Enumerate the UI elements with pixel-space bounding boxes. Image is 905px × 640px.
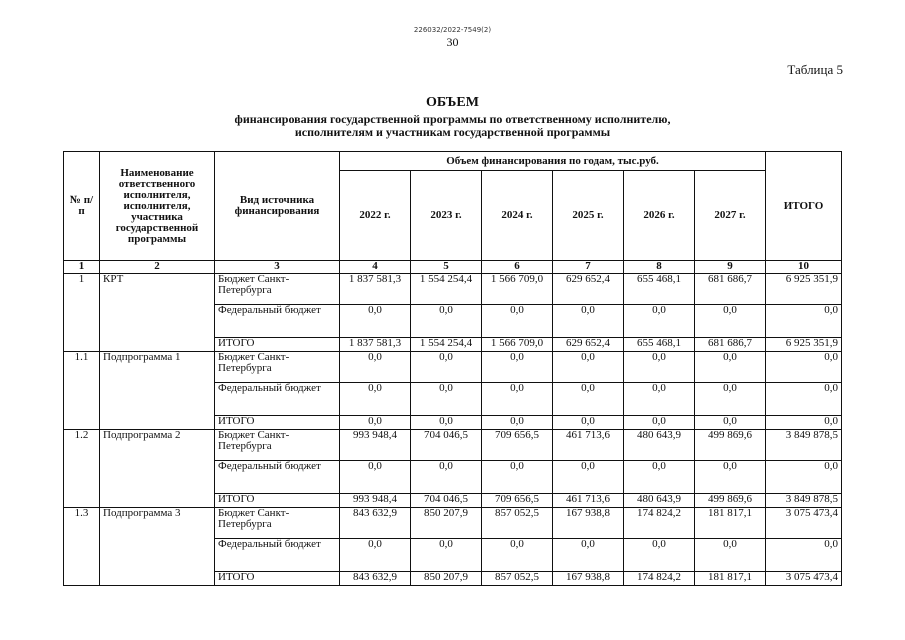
year-value: 0,0 (624, 305, 695, 338)
year-value: 174 824,2 (624, 572, 695, 586)
year-value: 0,0 (553, 383, 624, 416)
total-value: 0,0 (766, 461, 842, 494)
year-value: 0,0 (482, 416, 553, 430)
column-number: 10 (766, 261, 842, 274)
table-body (64, 274, 842, 586)
year-value: 480 643,9 (624, 494, 695, 508)
year-value: 167 938,8 (553, 508, 624, 539)
column-number: 9 (695, 261, 766, 274)
participant-name: Подпрограмма 3 (100, 508, 215, 586)
year-value: 461 713,6 (553, 494, 624, 508)
column-number-row (64, 261, 842, 274)
year-value: 1 566 709,0 (482, 274, 553, 305)
year-value: 1 837 581,3 (340, 338, 411, 352)
year-value: 0,0 (482, 383, 553, 416)
year-value: 0,0 (695, 383, 766, 416)
funding-source: Бюджет Санкт-Петербурга (215, 352, 340, 383)
column-number: 1 (64, 261, 100, 274)
year-value: 461 713,6 (553, 430, 624, 461)
header-funding-source: Вид источника финансирования (215, 152, 340, 261)
year-value: 1 837 581,3 (340, 274, 411, 305)
funding-source: Федеральный бюджет (215, 305, 340, 338)
year-value: 704 046,5 (411, 494, 482, 508)
funding-source: ИТОГО (215, 494, 340, 508)
year-value: 993 948,4 (340, 430, 411, 461)
funding-source: Бюджет Санкт-Петербурга (215, 274, 340, 305)
total-value: 3 075 473,4 (766, 572, 842, 586)
header-total: ИТОГО (766, 152, 842, 261)
year-value: 0,0 (695, 461, 766, 494)
header-year-2027: 2027 г. (695, 171, 766, 261)
year-value: 1 566 709,0 (482, 338, 553, 352)
header-year-2023: 2023 г. (411, 171, 482, 261)
table-row (64, 274, 842, 305)
column-number: 7 (553, 261, 624, 274)
funding-source: ИТОГО (215, 338, 340, 352)
year-value: 1 554 254,4 (411, 338, 482, 352)
year-value: 174 824,2 (624, 508, 695, 539)
year-value: 629 652,4 (553, 338, 624, 352)
year-value: 857 052,5 (482, 572, 553, 586)
year-value: 0,0 (482, 539, 553, 572)
row-number: 1.3 (64, 508, 100, 586)
year-value: 0,0 (695, 416, 766, 430)
header-year-2022: 2022 г. (340, 171, 411, 261)
header-funding-by-years: Объем финансирования по годам, тыс.руб. (340, 152, 766, 171)
row-number: 1 (64, 274, 100, 352)
year-value: 0,0 (695, 539, 766, 572)
column-number: 2 (100, 261, 215, 274)
table-row (64, 430, 842, 461)
year-value: 181 817,1 (695, 508, 766, 539)
participant-name: Подпрограмма 2 (100, 430, 215, 508)
participant-name: КРТ (100, 274, 215, 352)
year-value: 0,0 (340, 305, 411, 338)
year-value: 0,0 (695, 305, 766, 338)
year-value: 655 468,1 (624, 338, 695, 352)
document-title: ОБЪЕМ (426, 95, 479, 110)
total-value: 0,0 (766, 383, 842, 416)
header-number: № п/п (64, 152, 100, 261)
year-value: 850 207,9 (411, 572, 482, 586)
row-number: 1.2 (64, 430, 100, 508)
funding-source: Федеральный бюджет (215, 461, 340, 494)
header-year-2024: 2024 г. (482, 171, 553, 261)
header-year-2026: 2026 г. (624, 171, 695, 261)
column-number: 4 (340, 261, 411, 274)
total-value: 6 925 351,9 (766, 274, 842, 305)
year-value: 850 207,9 (411, 508, 482, 539)
year-value: 0,0 (482, 305, 553, 338)
funding-table (63, 151, 842, 586)
year-value: 704 046,5 (411, 430, 482, 461)
column-number: 8 (624, 261, 695, 274)
participant-name: Подпрограмма 1 (100, 352, 215, 430)
funding-source: Бюджет Санкт-Петербурга (215, 508, 340, 539)
year-value: 857 052,5 (482, 508, 553, 539)
year-value: 499 869,6 (695, 430, 766, 461)
column-number: 3 (215, 261, 340, 274)
table-header (64, 152, 842, 274)
table-row (64, 352, 842, 383)
year-value: 843 632,9 (340, 508, 411, 539)
year-value: 0,0 (482, 352, 553, 383)
year-value: 709 656,5 (482, 494, 553, 508)
year-value: 0,0 (411, 305, 482, 338)
year-value: 0,0 (553, 461, 624, 494)
year-value: 0,0 (624, 416, 695, 430)
year-value: 0,0 (411, 539, 482, 572)
year-value: 709 656,5 (482, 430, 553, 461)
year-value: 0,0 (411, 461, 482, 494)
total-value: 3 849 878,5 (766, 494, 842, 508)
year-value: 0,0 (340, 461, 411, 494)
year-value: 0,0 (340, 539, 411, 572)
total-value: 0,0 (766, 352, 842, 383)
row-number: 1.1 (64, 352, 100, 430)
year-value: 1 554 254,4 (411, 274, 482, 305)
total-value: 6 925 351,9 (766, 338, 842, 352)
year-value: 0,0 (340, 416, 411, 430)
year-value: 499 869,6 (695, 494, 766, 508)
year-value: 0,0 (553, 305, 624, 338)
document-id: 226032/2022-7549(2) (413, 26, 492, 34)
column-number: 6 (482, 261, 553, 274)
year-value: 0,0 (411, 383, 482, 416)
year-value: 0,0 (411, 352, 482, 383)
year-value: 0,0 (411, 416, 482, 430)
year-value: 0,0 (482, 461, 553, 494)
total-value: 0,0 (766, 305, 842, 338)
year-value: 0,0 (624, 383, 695, 416)
funding-source: Федеральный бюджет (215, 539, 340, 572)
funding-source: ИТОГО (215, 572, 340, 586)
year-value: 0,0 (553, 539, 624, 572)
funding-source: Бюджет Санкт-Петербурга (215, 430, 340, 461)
year-value: 181 817,1 (695, 572, 766, 586)
column-number: 5 (411, 261, 482, 274)
total-value: 3 849 878,5 (766, 430, 842, 461)
year-value: 681 686,7 (695, 338, 766, 352)
year-value: 681 686,7 (695, 274, 766, 305)
year-value: 655 468,1 (624, 274, 695, 305)
year-value: 0,0 (340, 352, 411, 383)
year-value: 0,0 (624, 352, 695, 383)
year-value: 0,0 (624, 461, 695, 494)
year-value: 0,0 (340, 383, 411, 416)
document-subtitle-line-2: исполнителям и участникам государственной программы (294, 125, 611, 139)
year-value: 0,0 (624, 539, 695, 572)
year-value: 993 948,4 (340, 494, 411, 508)
year-value: 0,0 (695, 352, 766, 383)
header-year-2025: 2025 г. (553, 171, 624, 261)
table-row (64, 508, 842, 539)
header-participant-name: Наименование ответственного исполнителя, исполнителя, участника государственной программы (100, 152, 215, 261)
table-label: Таблица 5 (787, 62, 843, 77)
year-value: 629 652,4 (553, 274, 624, 305)
year-value: 480 643,9 (624, 430, 695, 461)
year-value: 167 938,8 (553, 572, 624, 586)
total-value: 0,0 (766, 539, 842, 572)
document-subtitle-line-1: финансирования государственной программы по ответственному исполнителю, (234, 112, 671, 126)
year-value: 843 632,9 (340, 572, 411, 586)
page-number: 30 (446, 35, 459, 49)
year-value: 0,0 (553, 416, 624, 430)
year-value: 0,0 (553, 352, 624, 383)
total-value: 3 075 473,4 (766, 508, 842, 539)
funding-source: ИТОГО (215, 416, 340, 430)
funding-source: Федеральный бюджет (215, 383, 340, 416)
total-value: 0,0 (766, 416, 842, 430)
